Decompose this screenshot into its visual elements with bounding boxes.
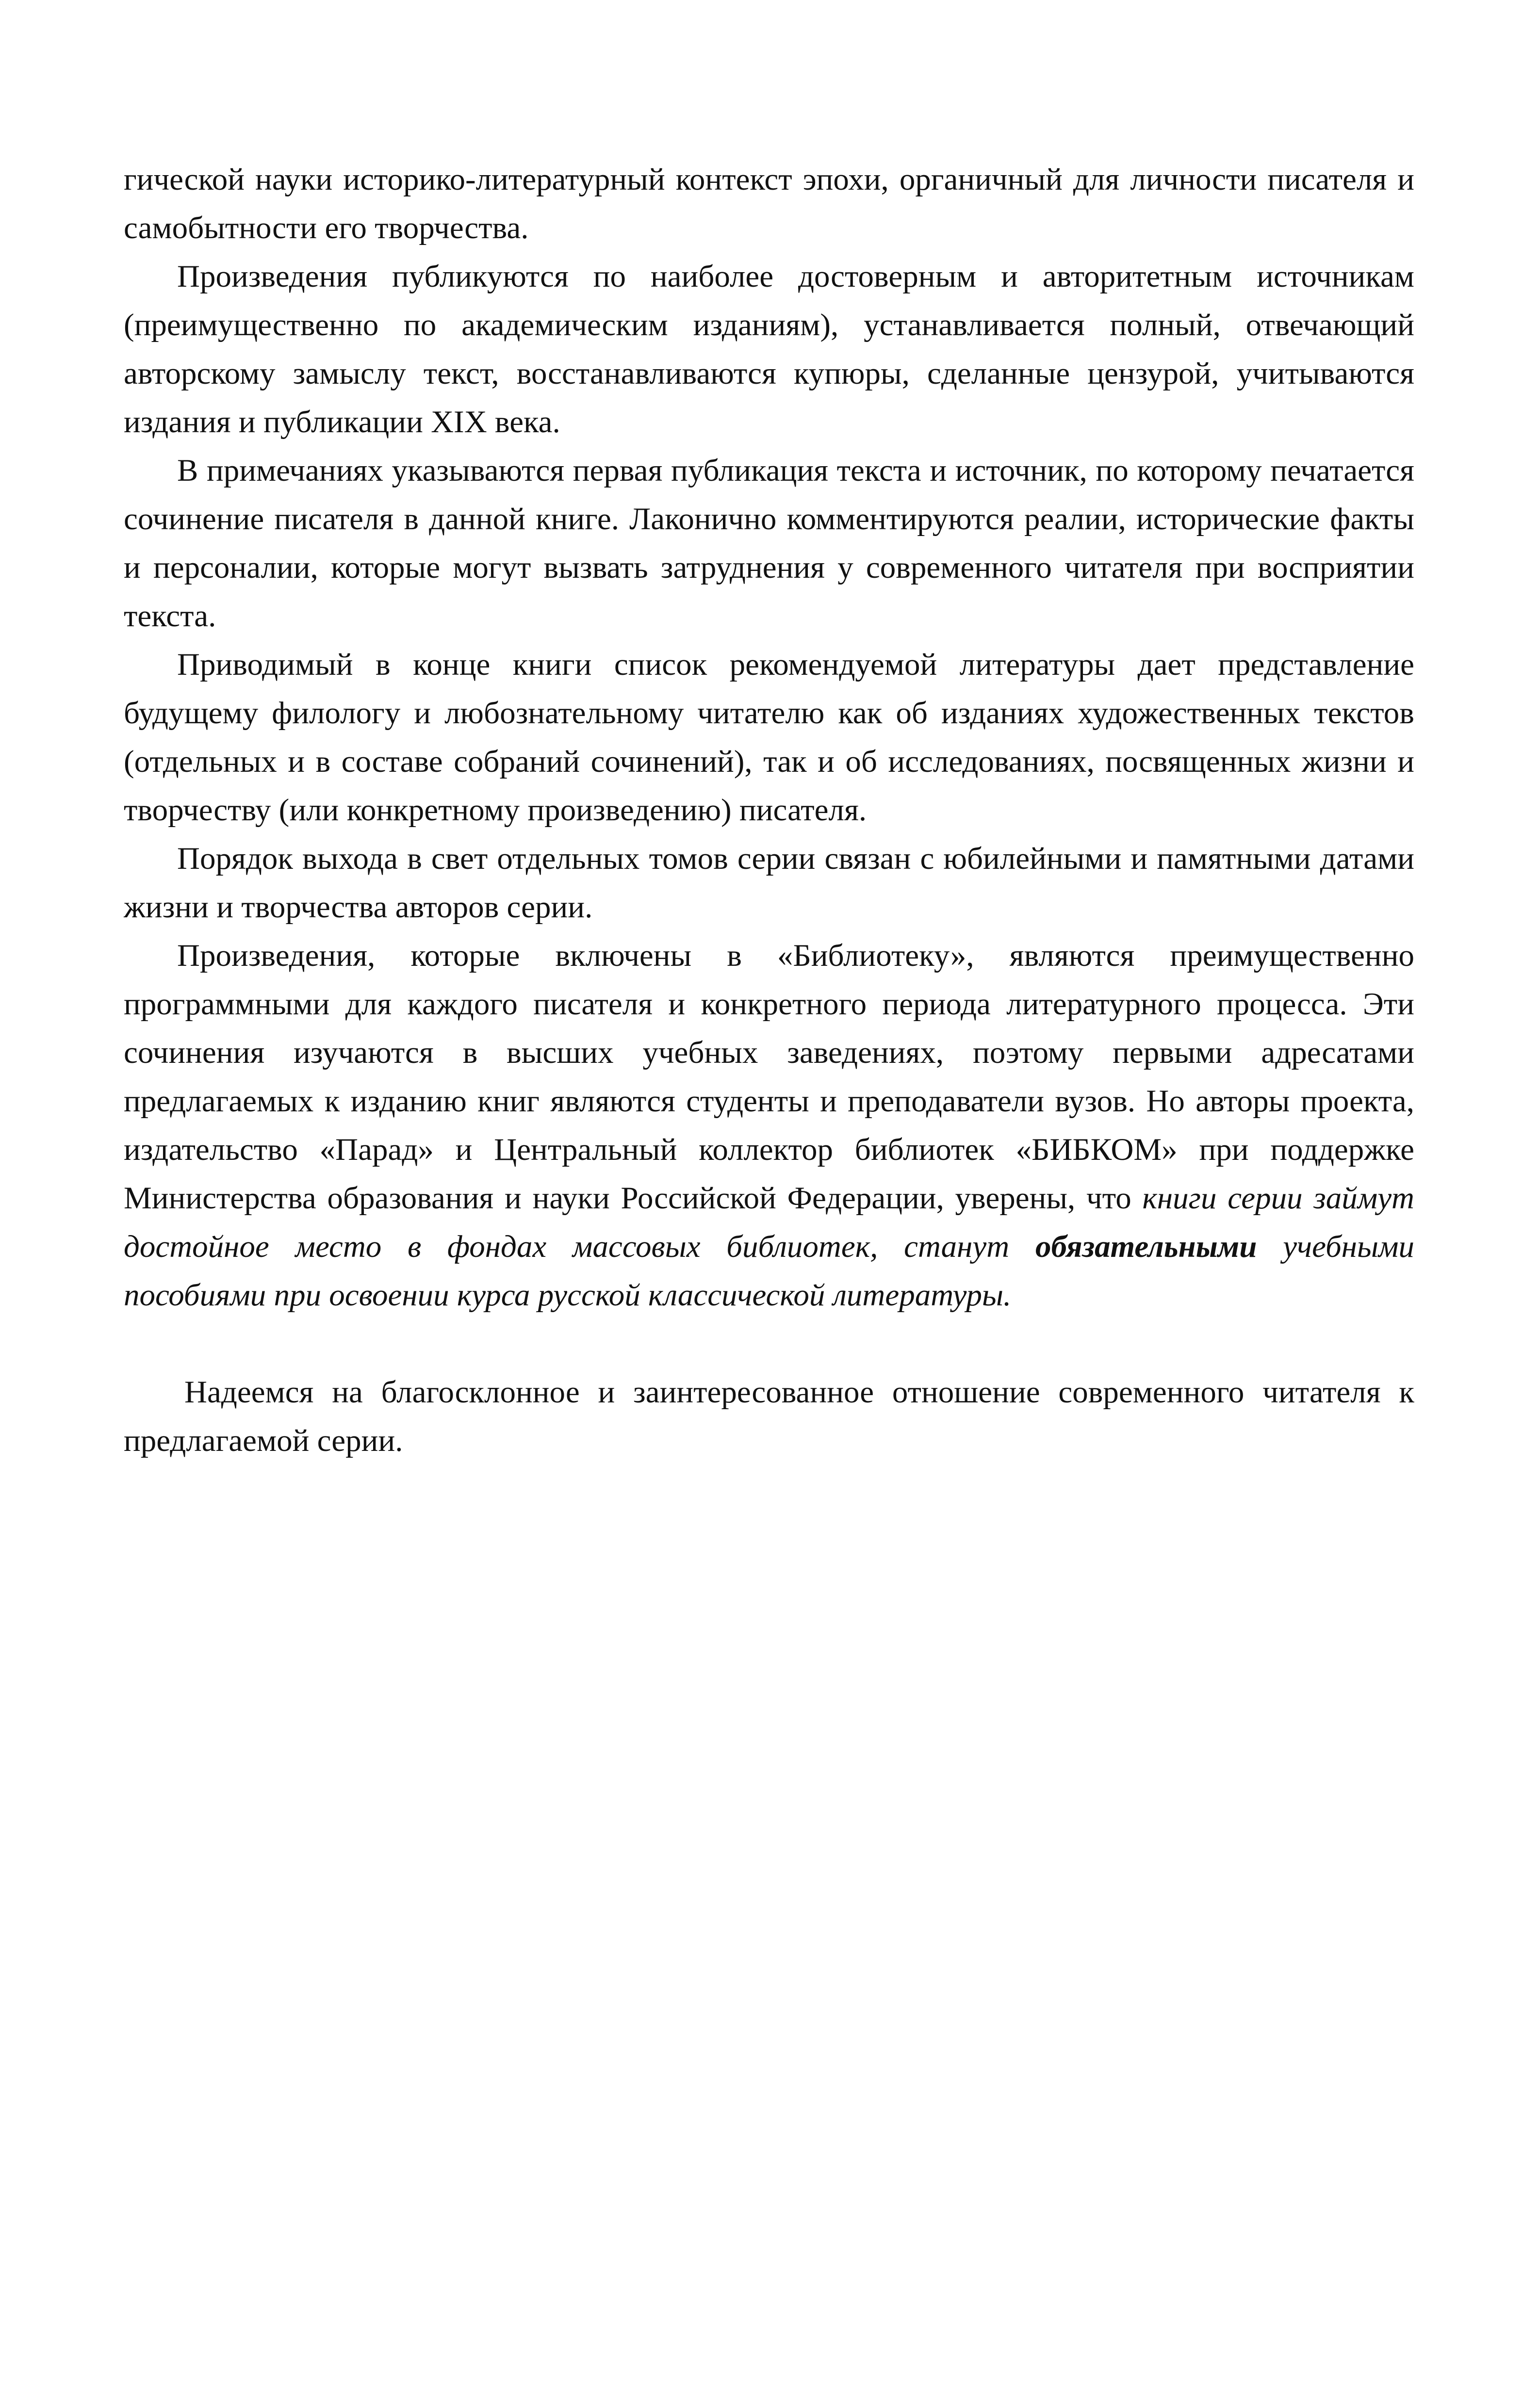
paragraph-sources: Произведения публикуются по наиболее достоверным и авторитетным источникам (преимущественно по академическим изданиям), устанавливается полный, отвечающий авторскому замыслу текст, восстанавливаются купюры, сделанные цензурой, учитываются издания и публикации XIX века.	[124, 259, 1414, 439]
audience-italic-text: книги серии займут достойное место в фондах массовых библиотек, станут	[124, 1181, 1414, 1264]
paragraph-notes: В примечаниях указываются первая публикация текста и источник, по которому печатается сочинение писателя в данной книге. Лаконично комментируются реалии, исторические факты и персоналии, которые могут вызвать затруднения у современного читателя при восприятии текста.	[124, 453, 1414, 634]
document-page	[124, 155, 1414, 1465]
closing-paragraph: Надеемся на благосклонное и заинтересованное отношение современного читателя к предлагаемой серии.	[124, 1375, 1414, 1458]
paragraph-audience	[124, 931, 1414, 1319]
audience-bold-italic-text: обязательными	[1035, 1229, 1257, 1264]
paragraph-release-order: Порядок выхода в свет отдельных томов серии связан с юбилейными и памятными датами жизни и творчества авторов серии.	[124, 841, 1414, 925]
paragraph-continuation: гической науки историко-литературный контекст эпохи, органичный для личности писателя и самобытности его творчества.	[124, 162, 1414, 245]
paragraph-gap	[124, 1319, 1414, 1368]
audience-italic-text-end: учебными пособиями при освоении курса русской классической литературы.	[124, 1229, 1415, 1313]
audience-text: Произведения, которые включены в «Библиотеку», являются преимущественно программными для каждого писателя и конкретного периода литературного процесса. Эти сочинения изучаются в высших учебных заведениях, поэтому первыми адресатами предлагаемых к изданию книг являются студенты и преподаватели вузов. Но авторы проекта, издательство «Парад» и Центральный коллектор библиотек «БИБКОМ» при поддержке Министерства образования и науки Российской Федерации, уверены, что	[124, 938, 1414, 1216]
paragraph-bibliography: Приводимый в конце книги список рекомендуемой литературы дает представление будущему филологу и любознательному читателю как об изданиях художественных текстов (отдельных и в составе собраний сочинений), так и об исследованиях, посвященных жизни и творчеству (или конкретному произведению) писателя.	[124, 647, 1414, 828]
